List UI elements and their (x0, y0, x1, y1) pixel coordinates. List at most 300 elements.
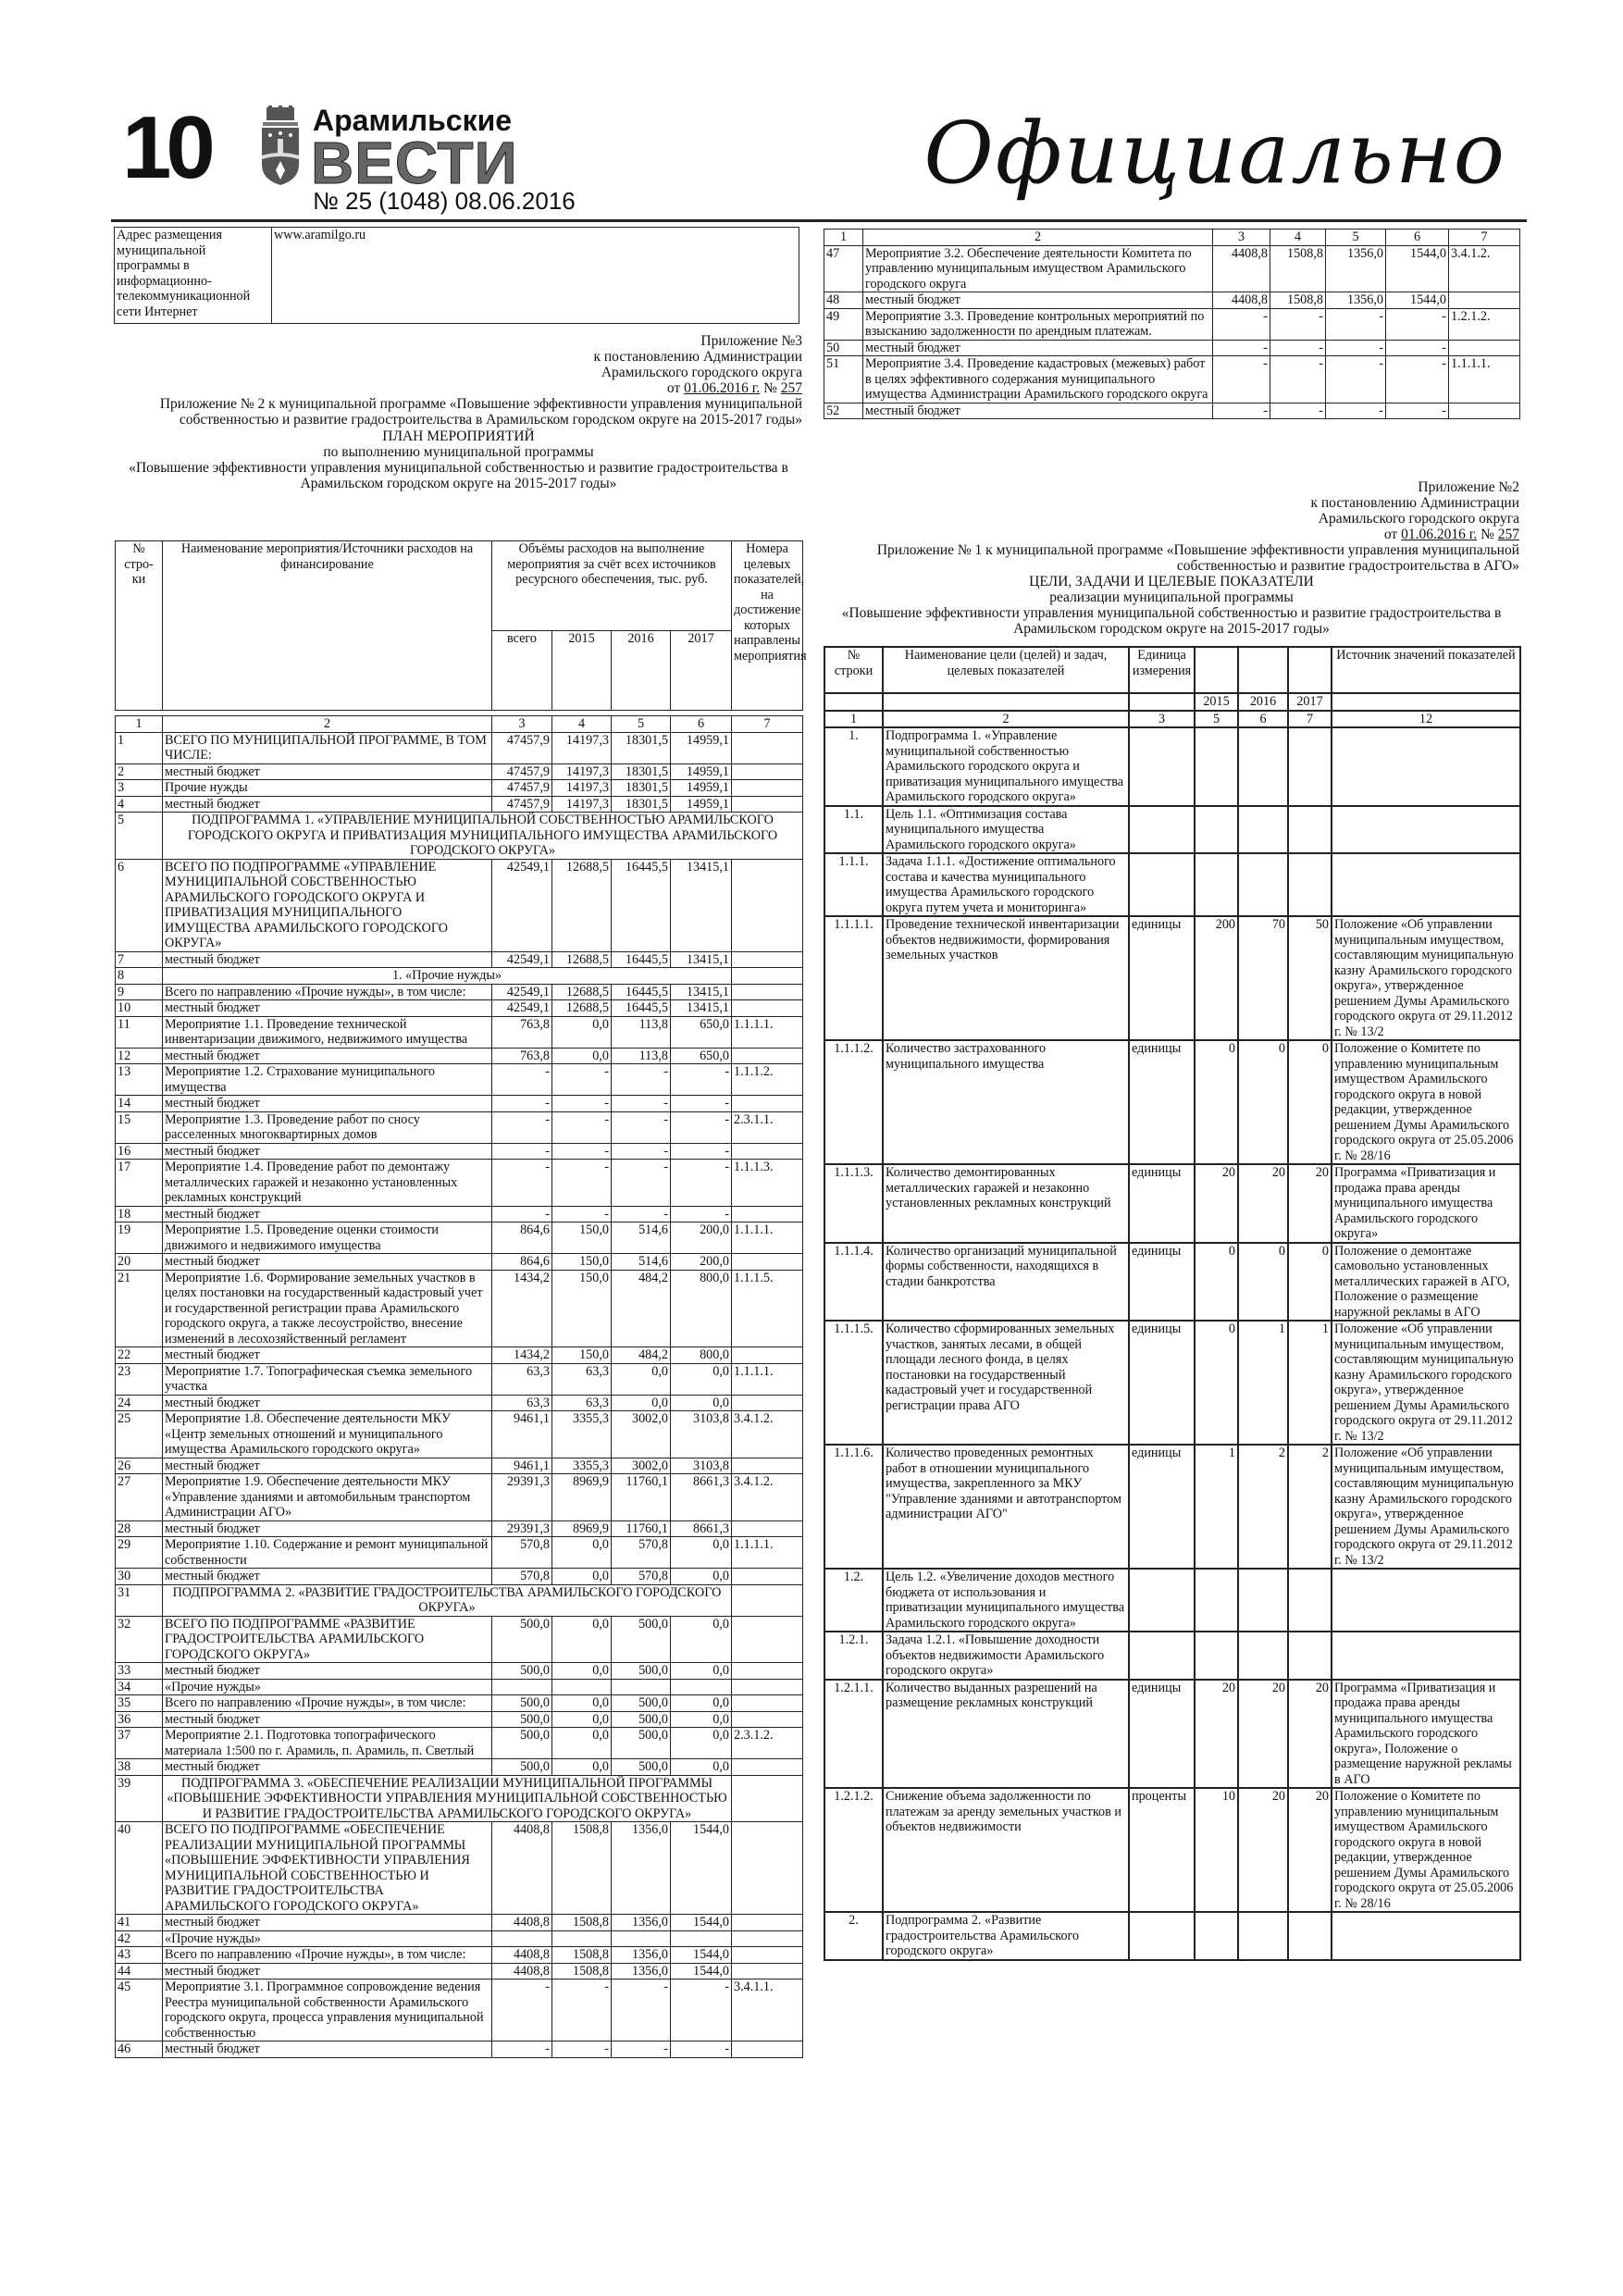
activity-name: Мероприятие 3.1. Программное сопровождение ведения Реестра муниципальной собственности Арамильского городского округа, процесса управления муниципальной собственностью (163, 1980, 492, 2042)
goal-unit (1129, 727, 1195, 806)
table-row (116, 1679, 803, 1695)
target-indicator: 3.4.1.1. (732, 1980, 803, 2042)
activity-name: местный бюджет (163, 1520, 492, 1537)
column-number: 1 (824, 230, 863, 246)
goal-2015: 20 (1195, 1680, 1238, 1789)
row-number: 32 (116, 1616, 163, 1663)
subprogram-heading: ПОДПРОГРАММА 1. «УПРАВЛЕНИЕ МУНИЦИПАЛЬНОЙ СОБСТВЕННОСТЬЮ АРАМИЛЬСКОГО ГОРОДСКОГО ОКРУГА И ПРИВАТИЗАЦИЯ МУНИЦИПАЛЬНОГО ИМУЩЕСТВА АРАМИЛЬСКОГО ГОРОДСКОГО ОКРУГА» (163, 813, 803, 860)
target-indicator (732, 1000, 803, 1017)
activity-name: местный бюджет (163, 1048, 492, 1064)
total-value: - (492, 1980, 552, 2042)
column-number-row (116, 716, 803, 733)
value-2016: 0,0 (612, 1395, 671, 1411)
activity-name: Мероприятие 3.2. Обеспечение деятельности Комитета по управлению муниципальным имуществом Арамильского городского округа (863, 245, 1213, 292)
goal-source (1332, 1632, 1520, 1680)
activity-name: местный бюджет (163, 1395, 492, 1411)
activity-name: Мероприятие 1.8. Обеспечение деятельности МКУ «Центр земельных отношений и муниципального имущества Арамильского городского округа» (163, 1411, 492, 1458)
appendix3-line2: к постановлению Администрации (593, 349, 802, 365)
table-row (116, 1711, 803, 1728)
goals-header-2016: 2016 (1238, 693, 1288, 711)
table-row (116, 732, 803, 763)
target-indicator: 2.3.1.1. (732, 1111, 803, 1143)
table-row (116, 1395, 803, 1411)
value-2016: - (612, 1064, 671, 1096)
column-number: 5 (612, 716, 671, 733)
column-number: 3 (492, 716, 552, 733)
value-2015: 12688,5 (552, 859, 612, 951)
goal-2017: 20 (1288, 1164, 1332, 1243)
target-indicator (1449, 403, 1520, 419)
value-2015: 14197,3 (552, 780, 612, 797)
address-table (114, 227, 799, 324)
table-row (116, 813, 803, 860)
activity-name: Мероприятие 1.10. Содержание и ремонт муниципальной собственности (163, 1537, 492, 1569)
value-2016: 11760,1 (612, 1520, 671, 1537)
total-value: 570,8 (492, 1569, 552, 1585)
value-2016: - (612, 1980, 671, 2042)
plan-table-header (115, 540, 807, 711)
goal-name: Количество сформированных земельных участков, занятых лесами, в общей площади лесного фонда, в целях постановки на государственный кадастровый учет и государственной регистрации права АГО (883, 1321, 1129, 1445)
table-row (116, 1111, 803, 1143)
goal-name: Подпрограмма 2. «Развитие градостроительства Арамильского городского округа» (883, 1912, 1129, 1960)
value-2017: 13415,1 (671, 984, 732, 1000)
header-total: всего (492, 631, 552, 711)
table-row (116, 1822, 803, 1915)
total-value: 42549,1 (492, 1000, 552, 1017)
value-2016: 113,8 (612, 1016, 671, 1048)
row-number: 43 (116, 1947, 163, 1964)
target-indicator (1449, 340, 1520, 356)
value-2017: 0,0 (671, 1728, 732, 1759)
goal-2017: 20 (1288, 1788, 1332, 1912)
row-number: 51 (824, 356, 863, 403)
row-number: 27 (116, 1474, 163, 1521)
appendix2-date: 01.06.2016 г. (1401, 527, 1478, 542)
row-number: 10 (116, 1000, 163, 1017)
activity-name: местный бюджет (163, 1963, 492, 1980)
table-row (116, 780, 803, 797)
table-row (116, 968, 803, 985)
column-number: 2 (863, 230, 1213, 246)
value-2015: 3355,3 (552, 1458, 612, 1474)
goals-header-2017: 2017 (1288, 693, 1332, 711)
value-2016: 1356,0 (612, 1822, 671, 1915)
value-2016: 1356,0 (1326, 292, 1386, 309)
target-cell (732, 968, 803, 985)
total-value: 4408,8 (492, 1822, 552, 1915)
value-2016: - (612, 1096, 671, 1112)
value-2017: 0,0 (671, 1616, 732, 1663)
goal-2016: 1 (1238, 1321, 1288, 1445)
table-row (116, 1270, 803, 1347)
activity-name: местный бюджет (163, 1254, 492, 1271)
goal-2017: 0 (1288, 1040, 1332, 1164)
total-value: 4408,8 (1213, 292, 1270, 309)
total-value: - (1213, 340, 1270, 356)
value-2016: 484,2 (612, 1270, 671, 1347)
value-2017: 1544,0 (671, 1822, 732, 1915)
activity-name: Мероприятие 1.5. Проведение оценки стоимости движимого и недвижимого имущества (163, 1222, 492, 1254)
value-2016: 570,8 (612, 1569, 671, 1585)
activity-name: Мероприятие 1.3. Проведение работ по сносу расселенных многоквартирных домов (163, 1111, 492, 1143)
total-value: 4408,8 (492, 1915, 552, 1931)
row-number: 24 (116, 1395, 163, 1411)
address-link[interactable]: www.aramilgo.ru (272, 228, 799, 324)
goal-unit: единицы (1129, 1680, 1195, 1789)
goal-name: Количество организаций муниципальной формы собственности, находящихся в стадии банкротства (883, 1243, 1129, 1322)
target-indicator (732, 1048, 803, 1064)
total-value: 9461,1 (492, 1411, 552, 1458)
header-volumes: Объёмы расходов на выполнение мероприятия за счёт всех источников ресурсного обеспечения, тыс. руб. (492, 541, 732, 631)
activity-name: ВСЕГО ПО ПОДПРОГРАММЕ «УПРАВЛЕНИЕ МУНИЦИПАЛЬНОЙ СОБСТВЕННОСТЬЮ АРАМИЛЬСКОГО ГОРОДСКОГО ОКРУГА И ПРИВАТИЗАЦИЯ МУНИЦИПАЛЬНОГО ИМУЩЕСТВА АРАМИЛЬСКОГО ГОРОДСКОГО ОКРУГА» (163, 859, 492, 951)
value-2017: - (1386, 356, 1449, 403)
goal-2017: 50 (1288, 916, 1332, 1040)
column-number: 1 (824, 711, 883, 728)
table-row (824, 292, 1520, 309)
activity-name: «Прочие нужды» (163, 1679, 492, 1695)
activity-name: Мероприятие 3.3. Проведение контрольных мероприятий по взысканию задолженности по арендным платежам. (863, 308, 1213, 340)
value-2015: 0,0 (552, 1711, 612, 1728)
value-2016: 16445,5 (612, 984, 671, 1000)
value-2017: 0,0 (671, 1695, 732, 1712)
value-2016: 1356,0 (612, 1915, 671, 1931)
goal-source (1332, 806, 1520, 854)
table-row (116, 1520, 803, 1537)
value-2017: 14959,1 (671, 763, 732, 780)
appendix2-heading (824, 479, 1519, 637)
value-2015: - (552, 1206, 612, 1222)
goal-2017: 20 (1288, 1680, 1332, 1789)
value-2015 (552, 1930, 612, 1947)
value-2016: 1356,0 (1326, 245, 1386, 292)
page-number: 10 (122, 98, 210, 197)
header-2015: 2015 (552, 631, 612, 711)
value-2016: 16445,5 (612, 859, 671, 951)
target-indicator (732, 1143, 803, 1160)
table-row (824, 340, 1520, 356)
row-number: 46 (116, 2042, 163, 2058)
total-value: 763,8 (492, 1048, 552, 1064)
target-indicator (732, 1096, 803, 1112)
goal-2015 (1195, 806, 1238, 854)
target-cell (732, 1775, 803, 1822)
total-value: 500,0 (492, 1616, 552, 1663)
goal-number: 1.1.1. (824, 853, 883, 916)
target-indicator (732, 1963, 803, 1980)
goal-number: 1.2. (824, 1569, 883, 1632)
goal-source (1332, 1569, 1520, 1632)
activity-name: Мероприятие 1.4. Проведение работ по демонтажу металлических гаражей и незаконно установленных рекламных конструкций (163, 1160, 492, 1207)
brand-subtitle: Арамильские (313, 104, 513, 137)
target-indicator (732, 796, 803, 813)
goal-name: Цель 1.1. «Оптимизация состава муниципального имущества Арамильского городского округа» (883, 806, 1129, 854)
goal-2016: 70 (1238, 916, 1288, 1040)
brand-title: ВЕСТИ (311, 130, 518, 196)
goal-source: Положение о демонтаже самовольно установленных металлических гаражей в АГО, Положение о размещение наружной рекламы в АГО (1332, 1243, 1520, 1322)
value-2016: 500,0 (612, 1728, 671, 1759)
value-2015: - (552, 1143, 612, 1160)
value-2015: 1508,8 (552, 1915, 612, 1931)
value-2017: 650,0 (671, 1016, 732, 1048)
goals-subtitle: реализации муниципальной программы (1049, 590, 1294, 605)
value-2015: - (552, 1096, 612, 1112)
target-indicator (732, 1711, 803, 1728)
table-row (824, 403, 1520, 419)
goal-2017 (1288, 853, 1332, 916)
plan-table-continued (824, 229, 1520, 419)
target-indicator (732, 1695, 803, 1712)
total-value: 29391,3 (492, 1520, 552, 1537)
value-2015: - (552, 1980, 612, 2042)
total-value: 864,6 (492, 1254, 552, 1271)
value-2015: - (1270, 403, 1326, 419)
target-indicator (732, 1947, 803, 1964)
value-2015: 0,0 (552, 1537, 612, 1569)
value-2015: - (552, 1111, 612, 1143)
value-2017: - (671, 1111, 732, 1143)
appendix2-line2: к постановлению Администрации (1310, 495, 1519, 511)
activity-name: местный бюджет (163, 1143, 492, 1160)
row-number: 19 (116, 1222, 163, 1254)
table-row (116, 1458, 803, 1474)
goal-2016: 20 (1238, 1680, 1288, 1789)
table-row (116, 1016, 803, 1048)
goal-row (824, 1912, 1520, 1960)
table-row (116, 1569, 803, 1585)
value-2016: 500,0 (612, 1616, 671, 1663)
activity-name: местный бюджет (163, 1759, 492, 1776)
table-row (116, 1064, 803, 1096)
goal-2017 (1288, 1632, 1332, 1680)
goal-name: Количество демонтированных металлических гаражей и незаконно установленных рекламных конструкций (883, 1164, 1129, 1243)
value-2017: 13415,1 (671, 1000, 732, 1017)
goal-row (824, 727, 1520, 806)
total-value: 500,0 (492, 1728, 552, 1759)
table-row (824, 245, 1520, 292)
appendix3-line1: Приложение №3 (700, 333, 802, 349)
table-row (116, 1947, 803, 1964)
activity-name: «Прочие нужды» (163, 1930, 492, 1947)
goal-unit (1129, 1632, 1195, 1680)
appendix3-heading (115, 333, 802, 491)
total-value: 63,3 (492, 1363, 552, 1395)
column-number: 6 (671, 716, 732, 733)
value-2017: - (1386, 308, 1449, 340)
appendix2-line1: Приложение №2 (1418, 479, 1519, 495)
appendix3-line3: Арамильского городского округа (601, 365, 802, 380)
value-2016: 484,2 (612, 1347, 671, 1364)
table-row (116, 1963, 803, 1980)
value-2015: 150,0 (552, 1347, 612, 1364)
target-indicator (732, 1254, 803, 1271)
goal-2017: 2 (1288, 1445, 1332, 1569)
goal-name: Подпрограмма 1. «Управление муниципальной собственностью Арамильского городского округа и приватизация муниципального имущества Арамильского городского округа» (883, 727, 1129, 806)
row-number: 16 (116, 1143, 163, 1160)
value-2015: 1508,8 (552, 1947, 612, 1964)
total-value: - (492, 1096, 552, 1112)
activity-name: ВСЕГО ПО ПОДПРОГРАММЕ «РАЗВИТИЕ ГРАДОСТРОИТЕЛЬСТВА АРАМИЛЬСКОГО ГОРОДСКОГО ОКРУГА» (163, 1616, 492, 1663)
table-row (116, 859, 803, 951)
total-value: 570,8 (492, 1537, 552, 1569)
value-2016: 113,8 (612, 1048, 671, 1064)
value-2017: - (671, 2042, 732, 2058)
value-2016: 514,6 (612, 1254, 671, 1271)
plan-subtitle: по выполнению муниципальной программы (323, 444, 594, 460)
value-2017: 14959,1 (671, 796, 732, 813)
value-2017: - (671, 1143, 732, 1160)
goal-row (824, 1040, 1520, 1164)
goal-name: Снижение объема задолженности по платежам за аренду земельных участков и объектов недвижимости (883, 1788, 1129, 1912)
total-value: - (492, 1206, 552, 1222)
target-indicator (732, 2042, 803, 2058)
row-number: 45 (116, 1980, 163, 2042)
row-number: 30 (116, 1569, 163, 1585)
row-number: 50 (824, 340, 863, 356)
row-number: 33 (116, 1663, 163, 1680)
value-2016: 1356,0 (612, 1963, 671, 1980)
total-value: 47457,9 (492, 763, 552, 780)
total-value: 42549,1 (492, 859, 552, 951)
coat-of-arms-icon (259, 105, 302, 185)
activity-name: Мероприятие 1.2. Страхование муниципального имущества (163, 1064, 492, 1096)
value-2015: - (552, 2042, 612, 2058)
table-row (116, 1728, 803, 1759)
value-2015: 0,0 (552, 1048, 612, 1064)
total-value: 500,0 (492, 1711, 552, 1728)
row-number: 13 (116, 1064, 163, 1096)
value-2015: - (552, 1064, 612, 1096)
target-indicator: 1.1.1.5. (732, 1270, 803, 1347)
table-row (116, 1695, 803, 1712)
value-2017: 3103,8 (671, 1458, 732, 1474)
table-row (824, 356, 1520, 403)
appendix2-date-line: от 01.06.2016 г. № 257 (1383, 527, 1519, 542)
activity-name: местный бюджет (863, 403, 1213, 419)
total-value: 42549,1 (492, 984, 552, 1000)
value-2016: - (612, 1143, 671, 1160)
total-value: 29391,3 (492, 1474, 552, 1521)
goal-2016: 2 (1238, 1445, 1288, 1569)
column-number: 3 (1129, 711, 1195, 728)
goal-name: Цель 1.2. «Увеличение доходов местного бюджета от использования и приватизации муниципального имущества Арамильского городского округа» (883, 1569, 1129, 1632)
goal-2017: 0 (1288, 1243, 1332, 1322)
value-2016: - (612, 2042, 671, 2058)
value-2017: - (1386, 403, 1449, 419)
goal-2015: 10 (1195, 1788, 1238, 1912)
total-value: 1434,2 (492, 1347, 552, 1364)
table-row (116, 1663, 803, 1680)
goal-unit (1129, 1912, 1195, 1960)
goals-program: «Повышение эффективности управления муниципальной собственностью и развитие градостроительства в Арамильском городском округе на 2015-2017 годы» (841, 605, 1502, 637)
goal-2016: 0 (1238, 1243, 1288, 1322)
goals-header-2015: 2015 (1195, 693, 1238, 711)
target-indicator (732, 1759, 803, 1776)
row-number: 38 (116, 1759, 163, 1776)
total-value (492, 1679, 552, 1695)
row-number: 5 (116, 813, 163, 860)
goal-number: 1.2.1.1. (824, 1680, 883, 1789)
value-2016: 16445,5 (612, 951, 671, 968)
table-row (116, 1206, 803, 1222)
row-number: 42 (116, 1930, 163, 1947)
header-targets: Номера целевых показателей, на достижение которых направлены мероприятия (732, 541, 803, 711)
goal-number: 1.1. (824, 806, 883, 854)
total-value: 500,0 (492, 1695, 552, 1712)
value-2016: 570,8 (612, 1537, 671, 1569)
table-row (116, 1048, 803, 1064)
activity-name: ВСЕГО ПО МУНИЦИПАЛЬНОЙ ПРОГРАММЕ, В ТОМ ЧИСЛЕ: (163, 732, 492, 763)
column-number: 3 (1213, 230, 1270, 246)
goal-unit: единицы (1129, 1243, 1195, 1322)
target-indicator: 1.2.1.2. (1449, 308, 1520, 340)
total-value: - (492, 2042, 552, 2058)
target-indicator (732, 1663, 803, 1680)
goal-name: Количество проведенных ремонтных работ в отношении муниципального имущества, закрепленного за МКУ "Управление зданиями и автотранспортом администрации АГО" (883, 1445, 1129, 1569)
activity-name: местный бюджет (163, 1347, 492, 1364)
goal-2016 (1238, 853, 1288, 916)
row-number: 15 (116, 1111, 163, 1143)
value-2016: 16445,5 (612, 1000, 671, 1017)
value-2016: - (612, 1206, 671, 1222)
value-2015: 150,0 (552, 1270, 612, 1347)
goal-2015: 1 (1195, 1445, 1238, 1569)
goal-row (824, 916, 1520, 1040)
value-2015: 0,0 (552, 1016, 612, 1048)
target-indicator (732, 1520, 803, 1537)
value-2015: - (1270, 356, 1326, 403)
value-2016: 3002,0 (612, 1411, 671, 1458)
value-2017: 3103,8 (671, 1411, 732, 1458)
row-number: 12 (116, 1048, 163, 1064)
goal-2015: 200 (1195, 916, 1238, 1040)
goal-row (824, 1680, 1520, 1789)
header-2016: 2016 (612, 631, 671, 711)
table-row (116, 984, 803, 1000)
goal-number: 1.1.1.1. (824, 916, 883, 1040)
target-indicator (732, 1822, 803, 1915)
activity-name: местный бюджет (163, 763, 492, 780)
value-2016: 500,0 (612, 1695, 671, 1712)
activity-name: местный бюджет (163, 1458, 492, 1474)
goal-2015: 0 (1195, 1321, 1238, 1445)
goal-number: 1.1.1.5. (824, 1321, 883, 1445)
value-2016: 18301,5 (612, 732, 671, 763)
goal-row (824, 1788, 1520, 1912)
goal-2015 (1195, 1632, 1238, 1680)
goal-2015: 0 (1195, 1040, 1238, 1164)
value-2017: - (671, 1206, 732, 1222)
target-indicator (732, 763, 803, 780)
value-2016: - (612, 1111, 671, 1143)
goal-2015: 20 (1195, 1164, 1238, 1243)
goal-name: Задача 1.2.1. «Повышение доходности объектов недвижимости Арамильского городского округа» (883, 1632, 1129, 1680)
activity-name: местный бюджет (163, 1000, 492, 1017)
value-2017: 0,0 (671, 1759, 732, 1776)
goal-unit (1129, 806, 1195, 854)
row-number: 39 (116, 1775, 163, 1822)
column-number: 7 (732, 716, 803, 733)
value-2015: 1508,8 (552, 1822, 612, 1915)
goal-row (824, 1164, 1520, 1243)
goal-number: 1.1.1.2. (824, 1040, 883, 1164)
appendix3-date: 01.06.2016 г. (684, 380, 761, 396)
goal-unit: проценты (1129, 1788, 1195, 1912)
activity-name: местный бюджет (863, 292, 1213, 309)
activity-name: Мероприятие 3.4. Проведение кадастровых (межевых) работ в целях эффективного содержания муниципального имущества Администрации Арамильского городского округа (863, 356, 1213, 403)
value-2016: - (1326, 356, 1386, 403)
value-2015: 1508,8 (552, 1963, 612, 1980)
row-number: 29 (116, 1537, 163, 1569)
